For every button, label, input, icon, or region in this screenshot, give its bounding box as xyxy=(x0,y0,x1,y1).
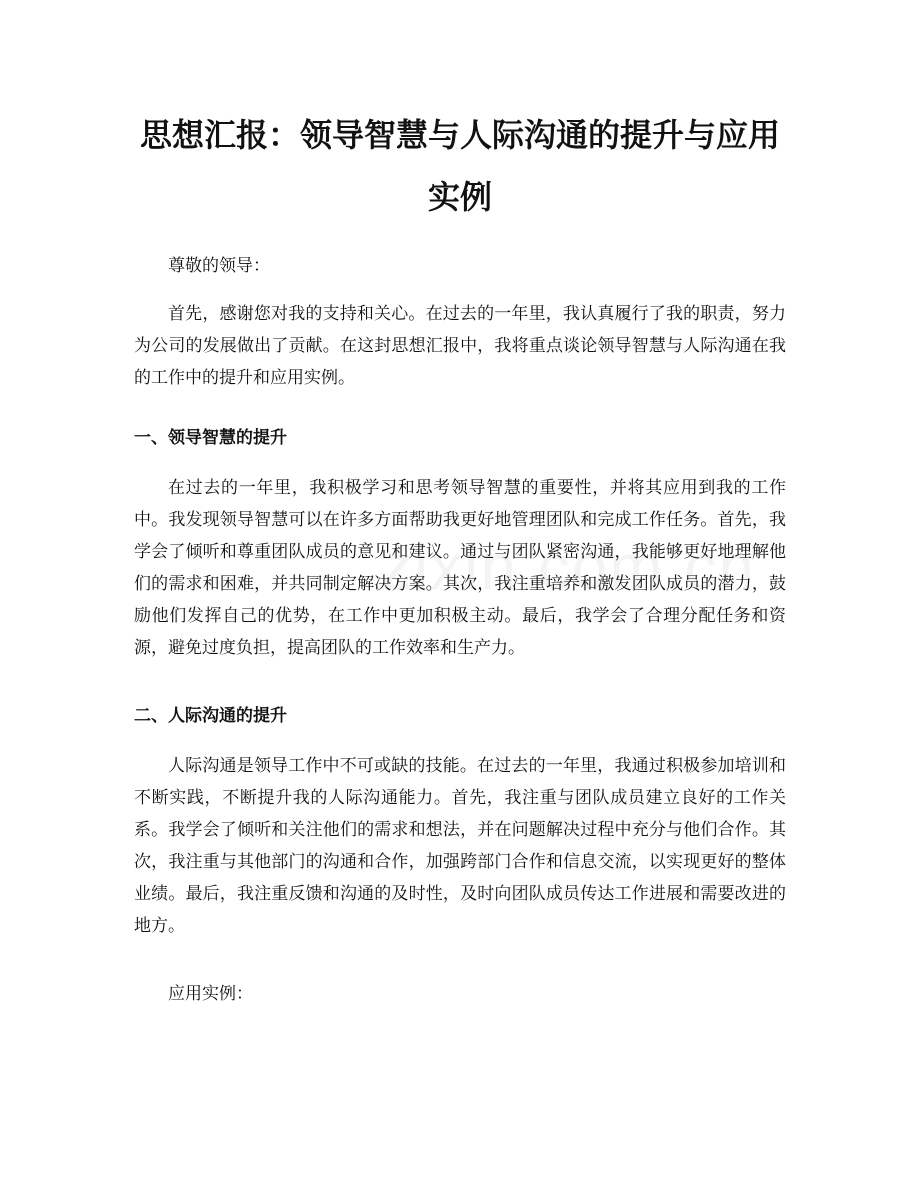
section-heading-leadership: 一、领导智慧的提升 xyxy=(134,428,287,448)
document-title: 思想汇报：领导智慧与人际沟通的提升与应用实例 xyxy=(139,116,780,216)
section-heading-communication: 二、人际沟通的提升 xyxy=(134,706,287,726)
application-examples-label: 应用实例： xyxy=(168,984,253,1004)
section-paragraph-leadership: 在过去的一年里，我积极学习和思考领导智慧的重要性，并将其应用到我的工作中。我发现领导智慧可以在许多方面帮助我更好地管理团队和完成工作任务。首先，我学会了倾听和尊重团队成员的意见和建议。通过与团队紧密沟通，我能够更好地理解他们的需求和困难，并共同制定解决方案。其次，我注重培养和激发团队成员的潜力，鼓励他们发挥自己的优势，在工作中更加积极主动。最后，我学会了合理分配任务和资源，避免过度负担，提高团队的工作效率和生产力。 xyxy=(134,478,786,658)
intro-paragraph: 首先，感谢您对我的支持和关心。在过去的一年里，我认真履行了我的职责，努力为公司的发展做出了贡献。在这封思想汇报中，我将重点谈论领导智慧与人际沟通在我的工作中的提升和应用实例。 xyxy=(134,304,786,388)
section-paragraph-communication: 人际沟通是领导工作中不可或缺的技能。在过去的一年里，我通过积极参加培训和不断实践，不断提升我的人际沟通能力。首先，我注重与团队成员建立良好的工作关系。我学会了倾听和关注他们的需求和想法，并在问题解决过程中充分与他们合作。其次，我注重与其他部门的沟通和合作，加强跨部门合作和信息交流，以实现更好的整体业绩。最后，我注重反馈和沟通的及时性，及时向团队成员传达工作进展和需要改进的地方。 xyxy=(134,756,786,936)
salutation: 尊敬的领导： xyxy=(168,256,270,276)
